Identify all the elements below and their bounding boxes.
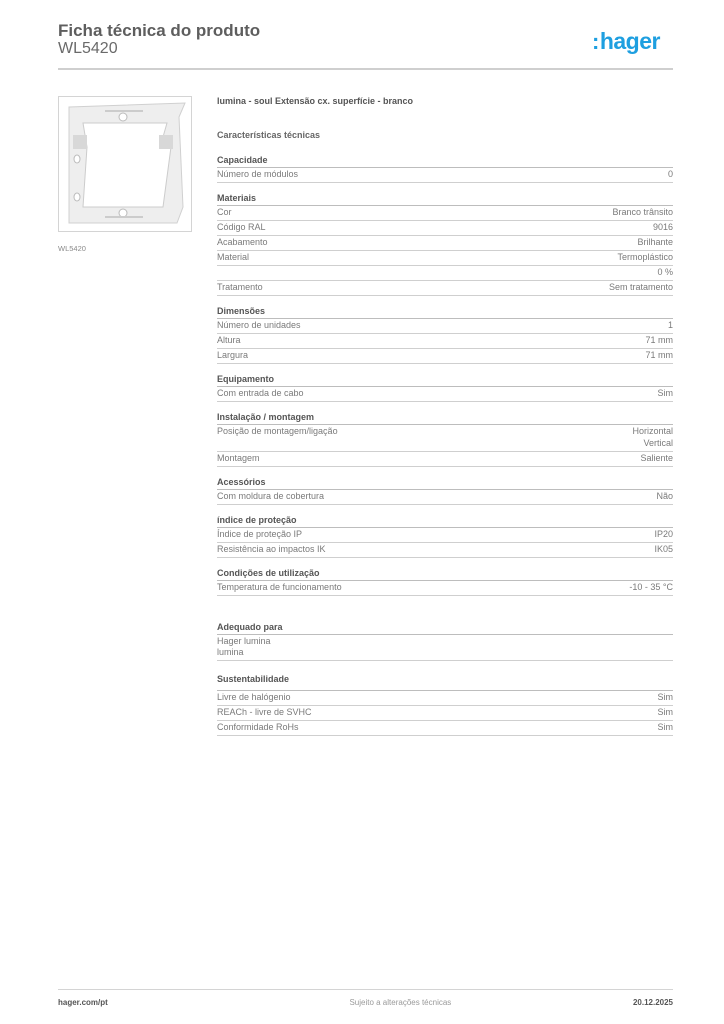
spec-label: Largura bbox=[217, 350, 249, 360]
suitable-item: Hager lumina bbox=[217, 635, 271, 646]
spec-label: Material bbox=[217, 252, 250, 262]
spec-value: IK05 bbox=[654, 543, 673, 554]
spec-value: IP20 bbox=[654, 528, 673, 539]
spec-row bbox=[217, 581, 673, 596]
spec-value-line: Vertical bbox=[643, 437, 673, 448]
suitable-row bbox=[217, 635, 673, 662]
group-acessorios bbox=[217, 476, 673, 505]
logo-colon-mark: : bbox=[592, 29, 599, 54]
header-divider bbox=[58, 68, 673, 70]
document-title: Ficha técnica do produto bbox=[58, 21, 261, 40]
spec-row bbox=[217, 206, 673, 221]
group-title: Adequado para bbox=[217, 621, 673, 635]
spec-label: Altura bbox=[217, 335, 241, 345]
spec-value: Sem tratamento bbox=[608, 282, 673, 292]
spec-row bbox=[217, 452, 673, 467]
spec-row bbox=[217, 490, 673, 505]
spec-row bbox=[217, 251, 673, 266]
group-adequado-para bbox=[217, 621, 673, 662]
spec-value: Brilhante bbox=[637, 237, 673, 247]
group-indice-protecao bbox=[217, 514, 673, 558]
spec-row bbox=[217, 543, 673, 558]
group-sustentabilidade bbox=[217, 673, 673, 736]
product-name: lumina - soul Extensão cx. superfície - branco bbox=[217, 96, 414, 106]
spec-label: Posição de montagem/ligação bbox=[217, 426, 338, 436]
spec-label: Cor bbox=[217, 207, 232, 217]
spec-row bbox=[217, 281, 673, 296]
spec-row bbox=[217, 236, 673, 251]
spec-row bbox=[217, 706, 673, 721]
suitable-item: lumina bbox=[217, 647, 244, 657]
suitable-list bbox=[217, 636, 271, 659]
spec-row bbox=[217, 425, 673, 452]
group-title: Dimensões bbox=[217, 305, 673, 319]
spec-value: Branco trânsito bbox=[612, 207, 673, 217]
group-title: índice de proteção bbox=[217, 514, 673, 528]
group-title: Sustentabilidade bbox=[217, 673, 673, 691]
spec-label: Conformidade RoHs bbox=[217, 722, 299, 732]
spec-row bbox=[217, 319, 673, 334]
spec-row bbox=[217, 349, 673, 364]
spec-value: Termoplástico bbox=[617, 252, 673, 262]
spec-row bbox=[217, 721, 673, 736]
spec-row bbox=[217, 691, 673, 706]
group-title: Equipamento bbox=[217, 373, 673, 387]
spec-value: Sim bbox=[657, 388, 673, 398]
extension-frame-icon bbox=[59, 97, 191, 231]
spec-label: Código RAL bbox=[217, 222, 266, 232]
spec-label: Tratamento bbox=[217, 282, 263, 292]
spec-row bbox=[217, 387, 673, 402]
hager-logo bbox=[592, 28, 660, 55]
spec-value: -10 - 35 °C bbox=[629, 581, 673, 592]
footer-divider bbox=[58, 989, 673, 990]
group-capacidade bbox=[217, 154, 673, 183]
spec-value: Saliente bbox=[640, 452, 673, 463]
group-title: Instalação / montagem bbox=[217, 411, 673, 425]
group-condicoes bbox=[217, 567, 673, 596]
spec-value: 1 bbox=[667, 320, 673, 330]
footer-disclaimer: Sujeito a alterações técnicas bbox=[349, 998, 452, 1007]
spec-value: Sim bbox=[657, 692, 673, 702]
spec-value: 0 bbox=[667, 169, 673, 179]
spec-value: Sim bbox=[657, 722, 673, 732]
spec-label: Número de módulos bbox=[217, 169, 299, 179]
image-caption: WL5420 bbox=[58, 244, 86, 253]
spec-label: REACh - livre de SVHC bbox=[217, 707, 312, 717]
footer-date: 20.12.2025 bbox=[632, 998, 673, 1007]
spec-label: Número de unidades bbox=[217, 320, 301, 330]
spec-label: Livre de halógenio bbox=[217, 692, 291, 702]
group-instalacao bbox=[217, 411, 673, 467]
spec-value: 71 mm bbox=[645, 335, 673, 345]
group-title: Acessórios bbox=[217, 476, 673, 490]
spec-value-line: Horizontal bbox=[632, 426, 673, 436]
spec-label: Índice de proteção IP bbox=[217, 528, 303, 539]
spec-value: 71 mm bbox=[645, 350, 673, 360]
spec-label: Montagem bbox=[217, 452, 260, 463]
spec-value: 9016 bbox=[652, 222, 673, 232]
spacer bbox=[217, 605, 673, 621]
spec-label: Com entrada de cabo bbox=[217, 388, 304, 398]
product-reference: WL5420 bbox=[58, 40, 118, 57]
group-equipamento bbox=[217, 373, 673, 402]
spec-value bbox=[632, 426, 673, 449]
spec-label: Temperatura de funcionamento bbox=[217, 581, 342, 592]
footer bbox=[58, 998, 673, 1007]
spec-row bbox=[217, 334, 673, 349]
spec-label: Resistência ao impactos IK bbox=[217, 543, 326, 554]
product-image bbox=[58, 96, 192, 232]
group-title: Capacidade bbox=[217, 154, 673, 168]
spec-value: Não bbox=[656, 490, 673, 501]
spec-value: 0 % bbox=[657, 267, 673, 277]
spec-row bbox=[217, 168, 673, 183]
spec-value: Sim bbox=[657, 707, 673, 717]
section-title: Características técnicas bbox=[217, 130, 321, 140]
logo-text: hager bbox=[599, 28, 660, 54]
spec-label: Acabamento bbox=[217, 237, 268, 247]
spec-row bbox=[217, 528, 673, 543]
group-title: Materiais bbox=[217, 192, 673, 206]
group-materiais bbox=[217, 192, 673, 296]
footer-website-link[interactable]: hager.com/pt bbox=[58, 998, 108, 1007]
spec-row bbox=[217, 221, 673, 236]
spec-row bbox=[217, 266, 673, 281]
group-title: Condições de utilização bbox=[217, 567, 673, 581]
spec-label: Com moldura de cobertura bbox=[217, 490, 325, 501]
spec-content bbox=[217, 95, 673, 745]
group-dimensoes bbox=[217, 305, 673, 364]
